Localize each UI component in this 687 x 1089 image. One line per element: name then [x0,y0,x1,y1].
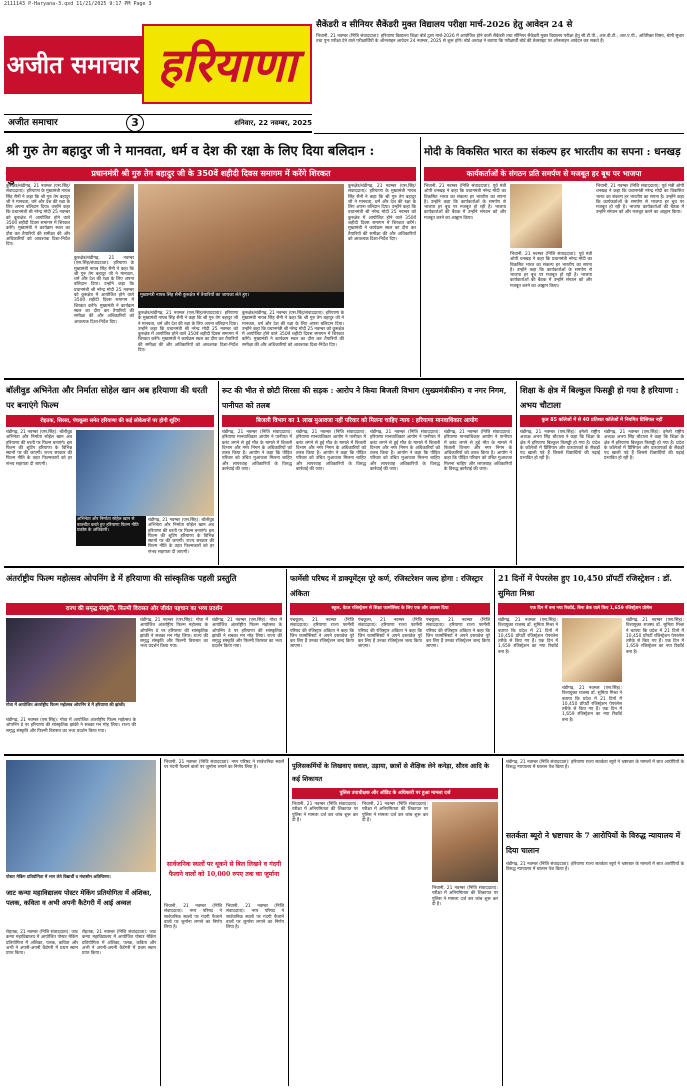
modi-photo [510,184,562,248]
slug-line: 2111143 P-Haryana-3.qxd 11/21/2025 9:17 PM Page 3 [4,1,152,7]
modi-body-col3: भिवानी, 21 नवम्बर (निजि संवाददाता): पूर्व मंत्री ओपी धनखड़ ने कहा कि प्रधानमंत्री नरेन्द्र मोदी का विकसित भारत का संकल्प हर भारतीय का सपना है। उन्होंने कहा कि कार्यकर्ताओं के समर्पण से भाजपा हर बूथ पर मजबूत हो रही है। भाजपा कार्यकर्ताओं की बैठक में उन्होंने संगठन को और मजबूत करने का आह्वान किया। [596,184,684,216]
lead-body-col2: कुरुक्षेत्र/चंडीगढ़, 21 नवम्बर (एस.सिंह/संवाददाता): हरियाणा के मुख्यमंत्री नायब सिंह सैनी ने कहा कि श्री गुरु तेग बहादुर जी ने मानवता, धर्म और देश की रक्षा के लिए अपना बलिदान दिया। उन्होंने कहा कि प्रधानमंत्री श्री नरेन्द्र मोदी 25 नवम्बर को कुरुक्षेत्र में आयोजित होने वाले 350वें शहीदी दिवस समागम में शिरकत करेंगे। मुख्यमंत्री ने कार्यक्रम स्थल का दौरा कर तैयारियों की समीक्षा की और अधिकारियों को आवश्यक दिशा-निर्देश दिए। [74,256,134,325]
registry-headline: 21 दिनों में पेपरलेस हुए 10,450 प्रॉपर्टी रजिस्ट्रेशन : डॉ. सुमिता मिश्रा [498,573,672,598]
chautala-subhead: कुल 85 कॉलेजों में से 40 प्रतिशत कॉलेजों में नियमित प्रिंसिपल नहीं [520,415,684,427]
lead-photo-caption: मुख्यमंत्री नायब सिंह सैनी कुरुक्षेत्र में तैयारियों का जायजा लेते हुए। [138,292,344,308]
poster-photo [6,760,156,872]
masthead-rule [4,114,312,115]
tax-headline: सार्वजनिक स्थलों पर थूकने से बिल लिखने व गंदगी फैलाने वालों को 10,000 रुपए तक का जुर्माना [166,861,282,878]
row3-div2 [494,569,495,753]
exam-body-col2: भिवानी, 21 नवम्बर (निजि संवाददाता): परीक्षा में अनियमितता की शिकायत पर पुलिस ने मामला दर्ज कर जांच शुरू कर दी है। [362,802,428,823]
exam-photo [432,802,498,882]
current-body-col4: चंडीगढ़, 21 नवम्बर (निजि संवाददाता): हरियाणा मानवाधिकार आयोग ने पानीपत में करंट लगने से हुई मौत के मामले में बिजली विभाग और नगर निगम के अधिकारियों को तलब किया है। आयोग ने कहा कि पीड़ित परिवार को उचित मुआवजा मिलना चाहिए और लापरवाह अधिकारियों के विरुद्ध कार्रवाई की जाए। [444,430,512,473]
court-body-col1: चंडीगढ़, 21 नवम्बर (निजि संवाददाता): हरियाणा राज्य सतर्कता ब्यूरो ने भ्रष्टाचार के मामलों में सात आरोपियों के विरुद्ध न्यायालय में चालान पेश किया है। [506,862,684,873]
top-right-headline: सैकेंडरी व सीनियर सैकेंडरी मुक्त विद्यालय परीक्षा मार्च-2026 हेतु आवेदन 24 से [316,20,573,30]
current-subhead: बिजली विभाग का 1 लाख मुआवजा नहीं परिवार को मिलना चाहिए न्याय : हरियाणा मानवाधिकार आयोग [222,415,512,427]
row4-div2 [288,758,289,1086]
sohel-body-col2: चंडीगढ़, 21 नवम्बर (एस.सिंह): बॉलीवुड अभिनेता और निर्माता सोहेल खान अब हरियाणा की धरती पर फिल्म बनाएंगे। इस फिल्म की शूटिंग हरियाणा के विभिन्न स्थानों पर की जाएगी। राज्य सरकार की फिल्म नीति के तहत फिल्मकारों को हर संभव सहायता दी जाएगी। [148,518,214,555]
lead-headline: श्री गुरु तेग बहादुर जी ने मानवता, धर्म व देश की रक्षा के लिए दिया बलिदान : [6,144,375,159]
iffi-subhead: राज्य की समृद्ध संस्कृति, फिल्मी विरासत और जीवंत पहचान का भव्य प्रदर्शन [6,603,282,615]
lead-subhead: प्रधानमंत्री श्री गुरु तेग बहादुर जी के 350वें शहीदी दिवस समागम में करेंगे शिरकत [6,167,416,181]
registry-body-col3: चंडीगढ़, 21 नवम्बर (एस.सिंह): वित्तायुक्त राजस्व डॉ. सुमिता मिश्रा ने बताया कि प्रदेश में 21 दिनों में 10,450 प्रॉपर्टी रजिस्ट्रेशन पेपरलेस तरीके से किए गए हैं। एक दिन में 1,659 रजिस्ट्रेशन का नया रिकॉर्ड बना है। [626,618,684,655]
masthead-title: अजीत समाचार [6,50,140,79]
issue-date: शनिवार, 22 नवम्बर, 2025 [234,119,312,127]
poster-body-col2: रोहतक, 21 नवम्बर (निजि संवाददाता): जाट कन्या महाविद्यालय में आयोजित पोस्टर मेकिंग प्रतियोगिता में अंशिका, पलक, कविता और अभी ने अपनी-अपनी कैटेगरी में प्रथम स्थान प्राप्त किया। [82,930,156,957]
modi-body-col2: भिवानी, 21 नवम्बर (निजि संवाददाता): पूर्व मंत्री ओपी धनखड़ ने कहा कि प्रधानमंत्री नरेन्द्र मोदी का विकसित भारत का संकल्प हर भारतीय का सपना है। उन्होंने कहा कि कार्यकर्ताओं के समर्पण से भाजपा हर बूथ पर मजबूत हो रही है। भाजपा कार्यकर्ताओं की बैठक में उन्होंने संगठन को और मजबूत करने का आह्वान किया। [510,252,592,289]
pharmacy-body-col3: पंचकूला, 21 नवम्बर (निजि संवाददाता): हरियाणा राज्य फार्मेसी परिषद की रजिस्ट्रार अंकिता ने कहा कि जिन फार्मासिस्टों ने अपने दस्तावेज पूरे कर लिए हैं उनका रजिस्ट्रेशन जल्द किया जाएगा। [426,618,490,650]
lead-body-col4: कुरुक्षेत्र/चंडीगढ़, 21 नवम्बर (एस.सिंह/संवाददाता): हरियाणा के मुख्यमंत्री नायब सिंह सैनी ने कहा कि श्री गुरु तेग बहादुर जी ने मानवता, धर्म और देश की रक्षा के लिए अपना बलिदान दिया। उन्होंने कहा कि प्रधानमंत्री श्री नरेन्द्र मोदी 25 नवम्बर को कुरुक्षेत्र में आयोजित होने वाले 350वें शहीदी दिवस समागम में शिरकत करेंगे। मुख्यमंत्री ने कार्यक्रम स्थल का दौरा कर तैयारियों की समीक्षा की और अधिकारियों को आवश्यक दिशा-निर्देश दिए। [242,311,344,348]
iffi-caption: गोवा में आयोजित अंतर्राष्ट्रीय फिल्म महोत्सव ओपनिंग डे में हरियाणा की झांकी। [6,702,126,707]
exam-body-col3: भिवानी, 21 नवम्बर (निजि संवाददाता): परीक्षा में अनियमितता की शिकायत पर पुलिस ने मामला दर्ज कर जांच शुरू कर दी है। [432,886,498,907]
registry-photo [562,618,622,682]
current-headline: रूट की भीत से छोटी सिरसा की सड़क : आरोप नेे किया बिजली विभाग (मुख्यमंत्रीकीन) व नगर निगम, पानीपत को तलब [222,386,507,410]
court-headline: सतर्कता ब्यूरो ने भ्रष्टाचार के 7 आरोपियों के विरुद्ध न्यायालय में दिया चालान [506,831,681,855]
masthead-sub-left: अजीत समाचार [8,118,58,128]
sohel-body-col1: चंडीगढ़, 21 नवम्बर (एस.सिंह): बॉलीवुड अभिनेता और निर्माता सोहेल खान अब हरियाणा की धरती पर फिल्म बनाएंगे। इस फिल्म की शूटिंग हरियाणा के विभिन्न स्थानों पर की जाएगी। राज्य सरकार की फिल्म नीति के तहत फिल्मकारों को हर संभव सहायता दी जाएगी। [6,430,72,467]
poster-body-col1: रोहतक, 21 नवम्बर (निजि संवाददाता): जाट कन्या महाविद्यालय में आयोजित पोस्टर मेकिंग प्रतियोगिता में अंशिका, पलक, कविता और अभी ने अपनी-अपनी कैटेगरी में प्रथम स्थान प्राप्त किया। [6,930,78,957]
chautala-body-col1: चंडीगढ़, 21 नवम्बर (एस.सिंह): इनेलो राष्ट्रीय अध्यक्ष अभय सिंह चौटाला ने कहा कि शिक्षा के क्षेत्र में हरियाणा बिल्कुल फिसड्डी हो गया है। प्रदेश के कॉलेजों में प्रिंसिपल और प्राध्यापकों के सैकड़ों पद खाली पड़े हैं जिससे विद्यार्थियों की पढ़ाई प्रभावित हो रही है। [520,430,600,462]
chautala-body-col2: चंडीगढ़, 21 नवम्बर (एस.सिंह): इनेलो राष्ट्रीय अध्यक्ष अभय सिंह चौटाला ने कहा कि शिक्षा के क्षेत्र में हरियाणा बिल्कुल फिसड्डी हो गया है। प्रदेश के कॉलेजों में प्रिंसिपल और प्राध्यापकों के सैकड़ों पद खाली पड़े हैं जिससे विद्यार्थियों की पढ़ाई प्रभावित हो रही है। [604,430,684,462]
modi-headline: मोदी के विकसित भारत का संकल्प हर भारतीय का सपना : धनखड़ [424,146,681,158]
chautala-headline: शिक्षा के क्षेत्र में बिल्कुल फिसड्डी हो गया है हरियाणा : अभय चौटाला [520,385,679,410]
iffi-headline: अंतर्राष्ट्रीय फिल्म महोत्सव ओपनिंग डेे में हरियाणा की सांस्कृतिक पहली प्रस्तुति [6,573,237,583]
lead-divider [420,137,421,377]
page-number: 3 [126,114,144,132]
lead-body-col1: कुरुक्षेत्र/चंडीगढ़, 21 नवम्बर (एस.सिंह/संवाददाता): हरियाणा के मुख्यमंत्री नायब सिंह सैनी ने कहा कि श्री गुरु तेग बहादुर जी ने मानवता, धर्म और देश की रक्षा के लिए अपना बलिदान दिया। उन्होंने कहा कि प्रधानमंत्री श्री नरेन्द्र मोदी 25 नवम्बर को कुरुक्षेत्र में आयोजित होने वाले 350वें शहीदी दिवस समागम में शिरकत करेंगे। मुख्यमंत्री ने कार्यक्रम स्थल का दौरा कर तैयारियों की समीक्षा की और अधिकारियों को आवश्यक दिशा-निर्देश दिए। [6,184,70,248]
lead-photo-main [138,184,344,292]
row4-div1 [160,758,161,1086]
pharmacy-body-col1: पंचकूला, 21 नवम्बर (निजि संवाददाता): हरियाणा राज्य फार्मेसी परिषद की रजिस्ट्रार अंकिता ने कहा कि जिन फार्मासिस्टों ने अपने दस्तावेज पूरे कर लिए हैं उनका रजिस्ट्रेशन जल्द किया जाएगा। [290,618,354,650]
masthead-left-box [4,36,142,94]
court-body-top: चंडीगढ़, 21 नवम्बर (निजि संवाददाता): हरियाणा राज्य सतर्कता ब्यूरो ने भ्रष्टाचार के मामलों में सात आरोपियों के विरुद्ध न्यायालय में चालान पेश किया है। [506,760,684,771]
masthead-bottom-rule [4,131,312,133]
exam-headline: पुलिसकर्मियों के लिखवाए सवाल, उड़ाया, छात्रों से शैक्षिक लेने कनेड़ा, सौरव आदि के कई शिकायत [292,762,489,783]
row2-div2 [516,381,517,565]
masthead [4,24,312,114]
row4-div3 [502,758,503,1086]
modi-subhead: कार्यकर्ताओं के संगठन प्रति समर्पण से मजबूत हर बूथ पर भाजपा [424,167,684,181]
registry-subhead: एक दिन में बना नया रिकॉर्ड, बिना ब्रेक वाले किए 1,659 रजिस्ट्रेशन प्रोसेस [498,603,684,615]
modi-body-col1: भिवानी, 21 नवम्बर (निजि संवाददाता): पूर्व मंत्री ओपी धनखड़ ने कहा कि प्रधानमंत्री नरेन्द्र मोदी का विकसित भारत का संकल्प हर भारतीय का सपना है। उन्होंने कहा कि कार्यकर्ताओं के समर्पण से भाजपा हर बूथ पर मजबूत हो रही है। भाजपा कार्यकर्ताओं की बैठक में उन्होंने संगठन को और मजबूत करने का आह्वान किया। [424,184,506,221]
row2-div1 [218,381,219,565]
tax-body-top: भिवानी, 21 नवम्बर (निजि संवाददाता): नगर परिषद ने सार्वजनिक स्थलों पर गंदगी फैलाने वालों पर जुर्माना लगाने का निर्णय लिया है। [164,760,284,771]
tax-body-col2: भिवानी, 21 नवम्बर (निजि संवाददाता): नगर परिषद ने सार्वजनिक स्थलों पर गंदगी फैलाने वालों पर जुर्माना लगाने का निर्णय लिया है। [226,904,284,931]
pharmacy-body-col2: पंचकूला, 21 नवम्बर (निजि संवाददाता): हरियाणा राज्य फार्मेसी परिषद की रजिस्ट्रार अंकिता ने कहा कि जिन फार्मासिस्टों ने अपने दस्तावेज पूरे कर लिए हैं उनका रजिस्ट्रेशन जल्द किया जाएगा। [358,618,422,650]
registry-body-col2: चंडीगढ़, 21 नवम्बर (एस.सिंह): वित्तायुक्त राजस्व डॉ. सुमिता मिश्रा ने बताया कि प्रदेश में 21 दिनों में 10,450 प्रॉपर्टी रजिस्ट्रेशन पेपरलेस तरीके से किए गए हैं। एक दिन में 1,659 रजिस्ट्रेशन का नया रिकॉर्ड बना है। [562,686,622,723]
poster-headline: जाट कन्या महाविद्यालय पोस्टर मेकिंग प्रतियोगिता में अंशिका, पलक, कविता व अभी अपनी कैटेगरी में आई अव्वल [6,889,152,907]
lead-body-col5: कुरुक्षेत्र/चंडीगढ़, 21 नवम्बर (एस.सिंह/संवाददाता): हरियाणा के मुख्यमंत्री नायब सिंह सैनी ने कहा कि श्री गुरु तेग बहादुर जी ने मानवता, धर्म और देश की रक्षा के लिए अपना बलिदान दिया। उन्होंने कहा कि प्रधानमंत्री श्री नरेन्द्र मोदी 25 नवम्बर को कुरुक्षेत्र में आयोजित होने वाले 350वें शहीदी दिवस समागम में शिरकत करेंगे। मुख्यमंत्री ने कार्यक्रम स्थल का दौरा कर तैयारियों की समीक्षा की और अधिकारियों को आवश्यक दिशा-निर्देश दिए। [348,184,416,242]
row3-bottom-rule [4,754,684,756]
sohel-caption: अभिनेता और निर्माता सोहेल खान से बातचीत करते हुए हरियाणा फिल्म नीति प्रकोष्ठ के अधिकारी। [76,516,146,546]
current-body-col3: चंडीगढ़, 21 नवम्बर (निजि संवाददाता): हरियाणा मानवाधिकार आयोग ने पानीपत में करंट लगने से हुई मौत के मामले में बिजली विभाग और नगर निगम के अधिकारियों को तलब किया है। आयोग ने कहा कि पीड़ित परिवार को उचित मुआवजा मिलना चाहिए और लापरवाह अधिकारियों के विरुद्ध कार्रवाई की जाए। [370,430,440,473]
iffi-body-col1: चंडीगढ़, 21 नवम्बर (एस.सिंह): गोवा में आयोजित अंतर्राष्ट्रीय फिल्म महोत्सव के ओपनिंग डे पर हरियाणा की सांस्कृतिक झांकी ने सबका मन मोह लिया। राज्य की समृद्ध संस्कृति और फिल्मी विरासत का भव्य प्रदर्शन किया गया। [140,618,208,650]
row1-bottom-rule [4,378,684,380]
lead-photo-1 [74,184,134,252]
exam-body-col1: भिवानी, 21 नवम्बर (निजि संवाददाता): परीक्षा में अनियमितता की शिकायत पर पुलिस ने मामला दर्ज कर जांच शुरू कर दी है। [292,802,358,823]
iffi-body-col2: चंडीगढ़, 21 नवम्बर (एस.सिंह): गोवा में आयोजित अंतर्राष्ट्रीय फिल्म महोत्सव के ओपनिंग डे पर हरियाणा की सांस्कृतिक झांकी ने सबका मन मोह लिया। राज्य की समृद्ध संस्कृति और फिल्मी विरासत का भव्य प्रदर्शन किया गया। [212,618,282,650]
sohel-headline: बॉलीवुड अभिनेता और निर्माता सोहेल खान अब हरियाणा की धरती पर बनाएंगे फिल्म [6,385,208,410]
iffi-photo [6,618,136,702]
poster-caption: पोस्टर मेकिंग प्रतियोगिता में भाग लेते विद्यार्थी व मंचासीन अतिथिगण। [6,874,111,879]
exam-subhead: पुलिस उपाधीक्षक और ऑडिट के अधिकारी पर हुआ मामला दर्ज [292,788,498,799]
current-body-col1: चंडीगढ़, 21 नवम्बर (निजि संवाददाता): हरियाणा मानवाधिकार आयोग ने पानीपत में करंट लगने से हुई मौत के मामले में बिजली विभाग और नगर निगम के अधिकारियों को तलब किया है। आयोग ने कहा कि पीड़ित परिवार को उचित मुआवजा मिलना चाहिए और लापरवाह अधिकारियों के विरुद्ध कार्रवाई की जाए। [222,430,292,473]
row2-bottom-rule [4,566,684,568]
sohel-subhead: रोहतक, सिरसा, पंचकूला समेत हरियाणा की कई लोकेशनों पर होगी शूटिंग [6,415,214,427]
pharmacy-headline: फार्मेसी परिषद में डाक्यूमेंट्स पूरे कर्ण, रजिस्टरेशन जल्द होगा : रजिस्ट्रार अंकिता [290,574,483,598]
lead-body-col3: कुरुक्षेत्र/चंडीगढ़, 21 नवम्बर (एस.सिंह/संवाददाता): हरियाणा के मुख्यमंत्री नायब सिंह सैनी ने कहा कि श्री गुरु तेग बहादुर जी ने मानवता, धर्म और देश की रक्षा के लिए अपना बलिदान दिया। उन्होंने कहा कि प्रधानमंत्री श्री नरेन्द्र मोदी 25 नवम्बर को कुरुक्षेत्र में आयोजित होने वाले 350वें शहीदी दिवस समागम में शिरकत करेंगे। मुख्यमंत्री ने कार्यक्रम स्थल का दौरा कर तैयारियों की समीक्षा की और अधिकारियों को आवश्यक दिशा-निर्देश दिए। [138,311,238,354]
iffi-body-col3: चंडीगढ़, 21 नवम्बर (एस.सिंह): गोवा में आयोजित अंतर्राष्ट्रीय फिल्म महोत्सव के ओपनिंग डे पर हरियाणा की सांस्कृतिक झांकी ने सबका मन मोह लिया। राज्य की समृद्ध संस्कृति और फिल्मी विरासत का भव्य प्रदर्शन किया गया। [6,718,136,734]
pharmacy-subhead: स्कूल, वेटल रजिस्ट्रेशन से शिक्षा फार्मासिस्ट के लिए एक और अवसर दिया [290,603,490,615]
top-right-rule [314,133,684,134]
tax-body-col1: भिवानी, 21 नवम्बर (निजि संवाददाता): नगर परिषद ने सार्वजनिक स्थलों पर गंदगी फैलाने वालों पर जुर्माना लगाने का निर्णय लिया है। [164,904,222,931]
top-right-body: भिवानी, 21 नवम्बर (निजि संवाददाता): हरियाणा विद्यालय शिक्षा बोर्ड द्वारा मार्च-2026 में आयोजित होने वाली सैकेंडरी तथा सीनियर सैकेंडरी मुक्त विद्यालय परीक्षा हेतु सी.टी.पी., आर.वी.टी., आर.ए.पी., अतिरिक्त विषय, श्रेणी सुधार तथा पुनः परीक्षा देने वाले परीक्षार्थियों के ऑनलाइन आवेदन 24 नवम्बर, 2025 से शुरू होंगे। बोर्ड अध्यक्ष ने बताया कि परीक्षार्थी बोर्ड की वेबसाइट पर ऑनलाइन आवेदन कर सकते हैं। [316,34,684,45]
row3-div1 [286,569,287,753]
sohel-photo [76,430,214,516]
registry-body-col1: चंडीगढ़, 21 नवम्बर (एस.सिंह): वित्तायुक्त राजस्व डॉ. सुमिता मिश्रा ने बताया कि प्रदेश में 21 दिनों में 10,450 प्रॉपर्टी रजिस्ट्रेशन पेपरलेस तरीके से किए गए हैं। एक दिन में 1,659 रजिस्ट्रेशन का नया रिकॉर्ड बना है। [498,618,558,655]
masthead-state: हरियाणा [157,38,297,92]
current-body-col2: चंडीगढ़, 21 नवम्बर (निजि संवाददाता): हरियाणा मानवाधिकार आयोग ने पानीपत में करंट लगने से हुई मौत के मामले में बिजली विभाग और नगर निगम के अधिकारियों को तलब किया है। आयोग ने कहा कि पीड़ित परिवार को उचित मुआवजा मिलना चाहिए और लापरवाह अधिकारियों के विरुद्ध कार्रवाई की जाए। [296,430,366,473]
masthead-right-box [142,24,312,104]
